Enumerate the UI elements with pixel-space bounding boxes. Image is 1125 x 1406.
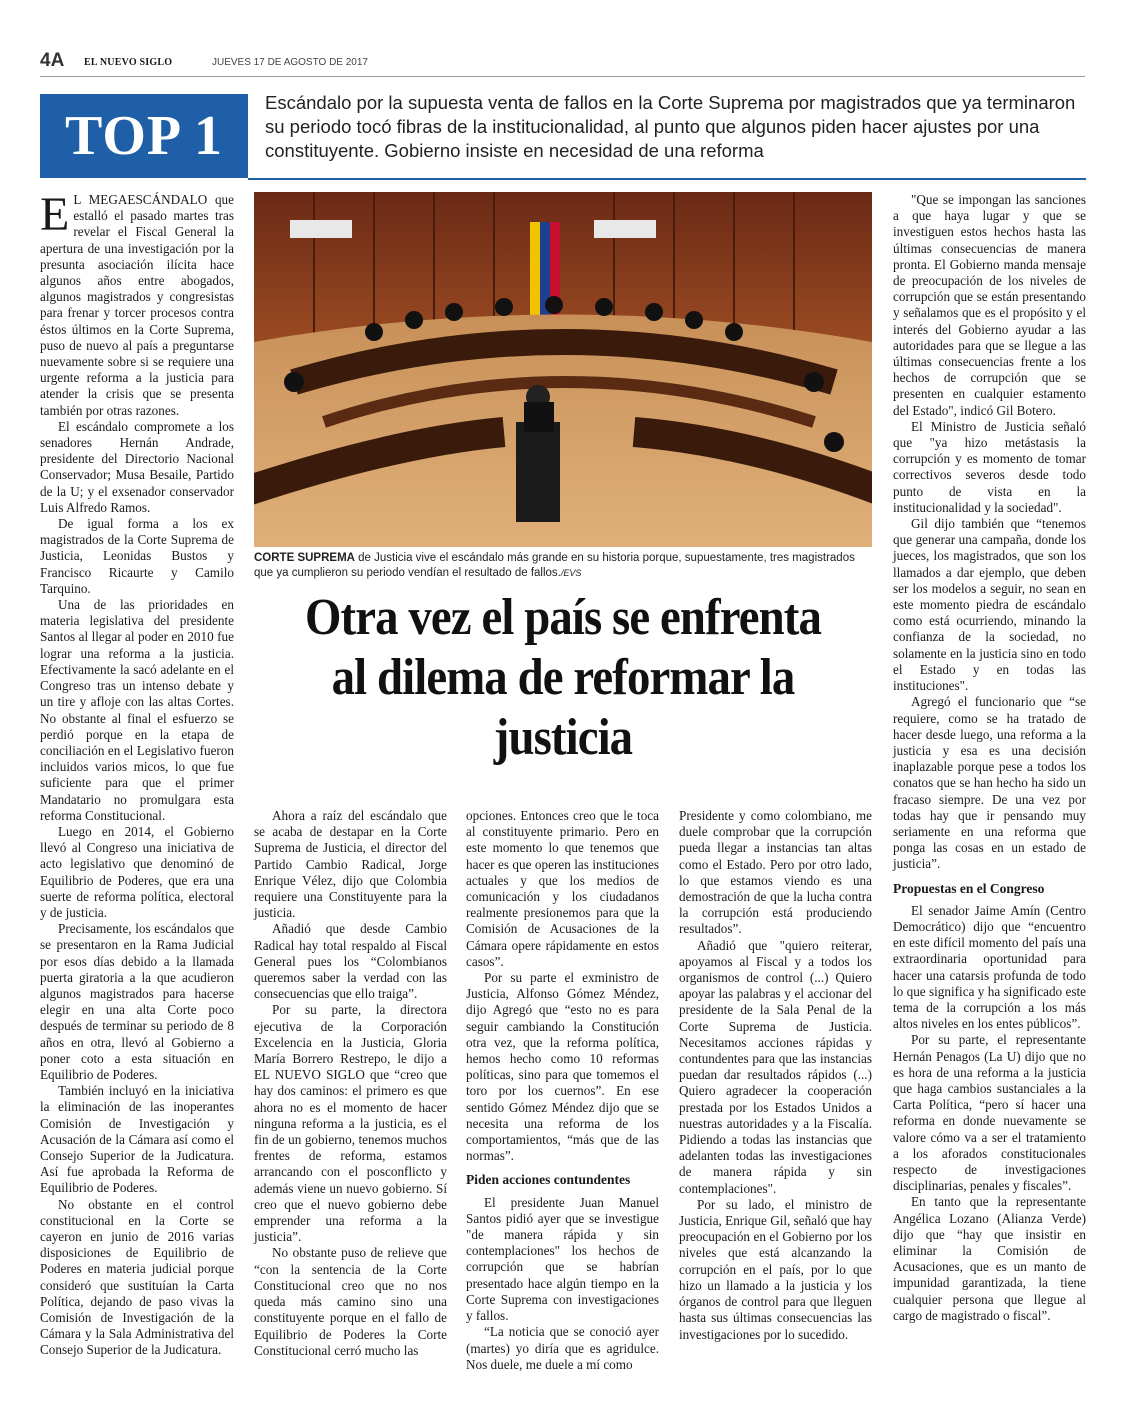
- paragraph: No obstante puso de relieve que “con la sentencia de la Corte Constitucional creo que no nos queda más camino sino una constituyente porque en el fallo de Equilibrio de Poderes la Corte Constitucional cerró mucho las: [254, 1245, 447, 1358]
- paragraph: "Que se impongan las sanciones a que haya lugar y que se investiguen estos hechos hasta las últimas consecuencias de manera pronta. El Gobierno manda mensaje de preocupación de los niveles de corrupción que se están presentando y señalamos que es el propósito y el interés del Gobierno ayudar a las autoridades para que se llegue a las últimas consecuencias frente a los hechos de corrupción que se presenten en cualquier estamento del Estado", indicó Gil Botero.: [893, 192, 1086, 418]
- courtroom-image: [254, 192, 872, 547]
- paragraph: Añadió que "quiero reiterar, apoyamos al Fiscal y a todos los organismos de control (...) Quiero apoyar las palabras y el accionar del presidente de la Sala Penal de la Corte Suprema de Justicia. Necesitamos acciones rápidas y contundentes para que las instancias puedan dar resultados rápidos (...) Quiero agradecer la cooperación prestada por los Estados Unidos a nuestras autoridades y a la Fiscalía. Pidiendo a todas las instancias que adelanten todas las investigaciones de manera rápida y sin contemplaciones".: [679, 937, 872, 1196]
- paragraph: El Ministro de Justicia señaló que "ya hizo metástasis la corrupción y es momento de tomar correctivos severos desde todo punto de vista en la institucionalidad y la sociedad".: [893, 418, 1086, 515]
- lead-caps: L MEGAESCÁNDALO: [73, 192, 208, 207]
- subheading: Piden acciones contundentes: [466, 1172, 631, 1188]
- paragraph: Gil dijo también que “tenemos que generar una campaña, donde los jueces, los magistrados, que son los llamados a dar ejemplo, que deben ser los modelos a seguir, no sean en este momento piedra de escándalo como está ocurriendo, minando la confianza de la sociedad, no solamente en la justicia sino en todo el Estado y en todas las instituciones".: [893, 516, 1086, 694]
- paragraph: Por su parte el exministro de Justicia, Alfonso Gómez Méndez, dijo Agregó que “esto no es para seguir cambiando la Constitución otra vez, que la reforma política, hemos hecho como 10 reformas políticas, sino para que tomemos el toro por los cuernos”. En ese sentido Gómez Méndez dijo que se necesita una reforma de los comportamientos, “más que de las normas”.: [466, 970, 659, 1164]
- paragraph: En tanto que la representante Angélica Lozano (Alianza Verde) dijo que “hay que insistir en eliminar la Comisión de Acusaciones, que es un manto de impunidad garantizada, la tiene cualquier persona que llegue al cargo de magistrado o fiscal”.: [893, 1194, 1086, 1323]
- article-column-3: [466, 808, 659, 1373]
- caption-text: de Justicia vive el escándalo más grande en su historia porque, supuestamente, tres magistrados que ya cumplieron su periodo vendían el resultado de fallos.: [254, 552, 855, 579]
- page-header: [40, 50, 1085, 77]
- paragraph: Agregó el funcionario que “se requiere, como se ha tratado de hacer desde luego, una reforma a la justicia y esa es una decisión inaplazable porque pese a todos los conatos que se han hecho ha sido un fracaso siempre. De una vez por todas hay que ir pensando muy seriamente en una reforma que ponga las cosas en un estado de justicia”.: [893, 694, 1086, 872]
- issue-date: JUEVES 17 DE AGOSTO DE 2017: [212, 57, 368, 68]
- caption-lead: CORTE SUPREMA: [254, 552, 355, 564]
- paragraph: Luego en 2014, el Gobierno llevó al Congreso una iniciativa de acto legislativo que denominó de Equilibrio de Poderes, que era una suerte de reforma política, electoral y de justicia.: [40, 823, 234, 920]
- page-number: 4A: [40, 50, 65, 71]
- paragraph: Presidente y como colombiano, me duele comprobar que la corrupción pueda llegar a instancias tan altas como el Estado. Pero por otro lado, lo que estamos viendo es una demostración de que la lucha contra la corrupción está produciendo resultados”.: [679, 808, 872, 937]
- paragraph: El presidente Juan Manuel Santos pidió ayer que se investigue "de manera rápida y sin contemplaciones" los hechos de corrupción que se habrían presentado hace algún tiempo en la Corte Suprema con investigaciones y fallos.: [466, 1194, 659, 1324]
- paragraph: También incluyó en la iniciativa la eliminación de las inoperantes Comisión de Investigación y Acusación de la Cámara así como el Consejo Superior de la Judicatura. Así fue aprobada la Reforma de Equilibrio de Poderes.: [40, 1083, 234, 1196]
- newspaper-name: EL NUEVO SIGLO: [84, 57, 173, 68]
- paragraph: Por su parte, la directora ejecutiva de la Corporación Excelencia en la Justicia, Gloria María Borrero Restrepo, le dijo a EL NUEVO SIGLO que “creo que hay dos caminos: el primero es que ahora no es el momento de hacer ninguna reforma a la justicia, es el fin de un gobierno, tenemos muchos frentes de reforma, estamos arrancando con el posconflicto y además viene un nuevo gobierno. Sí creo que el nuevo gobierno debe emprender una reforma a la justicia”.: [254, 1002, 447, 1245]
- article-column-4: [679, 808, 872, 1343]
- paragraph: El senador Jaime Amín (Centro Democrático) dijo que “encuentro en este difícil momento del país una extraordinaria oportunidad para hacer una catarsis profunda de todo lo que significa y ha significado este tema de la corrupción a los más altos niveles en los entes públicos”.: [893, 902, 1086, 1032]
- paragraph: De igual forma a los ex magistrados de la Corte Suprema de Justicia, Leonidas Bustos y Francisco Ricaurte y Camilo Tarquino.: [40, 516, 234, 596]
- paragraph: “La noticia que se conoció ayer (martes) yo diría que es agridulce. Nos duele, me duele a mí como: [466, 1324, 659, 1372]
- paragraph: Por su lado, el ministro de Justicia, Enrique Gil, señaló que hay preocupación en el Gobierno por los niveles que está alcanzando la corrupción en el país, por lo que hizo un llamado a la justicia y los órganos de control para que lleguen hasta sus últimas consecuencias las investigaciones por lo sucedido.: [679, 1196, 873, 1342]
- main-headline: Otra vez el país se enfrenta al dilema de reformar la justicia: [305, 589, 821, 766]
- article-column-2: [254, 808, 447, 1359]
- subheading: Propuestas en el Congreso: [893, 880, 1045, 896]
- paragraph: Precisamente, los escándalos que se presentaron en la Rama Judicial por esos días debido a la llamada puerta giratoria a la que acudieron algunos magistrados para hacerse elegir en una alta Corte poco después de terminar su periodo de 8 años en otra, llevó al Gobierno a poner coto a esta situación en Equilibrio de Poderes.: [40, 921, 234, 1082]
- paragraph: que estalló el pasado martes tras revelar el Fiscal General la apertura de una investigación por la presunta asociación ilícita hace algunos años entre abogados, algunos magistrados y congresistas para frenar y torcer procesos contra éstos últimos en la Corte Suprema, puso de nuevo al país a preguntarse nuevamente sobre si se requiere una urgente reforma a la justicia para atender la crisis que se presenta también por otras razones.: [40, 192, 234, 418]
- paragraph: Una de las prioridades en materia legislativa del presidente Santos al llegar al poder en 2010 fue lograr una reforma a la justicia. Efectivamente la sacó adelante en el Congreso tras un intenso debate y un tire y afloje con las altas Cortes. No obstante al final el esfuerzo se perdió porque en la etapa de conciliación en el Legislativo fueron incluidos varios micos, lo que fue suficiente para que el primer Mandatario no promulgara esta reforma Constitucional.: [40, 597, 234, 823]
- photo-caption: [254, 551, 872, 581]
- top-label-box: TOP 1: [40, 94, 248, 178]
- paragraph: El escándalo compromete a los senadores Hernán Andrade, presidente del Directorio Nacional Conservador; Musa Besaile, Partido de la U; y el exsenador conservador Luis Alfredo Ramos.: [40, 418, 234, 515]
- paragraph: No obstante en el control constitucional en la Corte se cayeron en junio de 2016 varias disposiciones de Equilibrio de Poderes en materia judicial porque consideró que sustituían la Carta Política, dejando de paso vivas la Comisión de Investigación de la Cámara y la Sala Administrativa del Consejo Superior de la Judicatura.: [40, 1196, 234, 1358]
- photo-credit: /EVS: [560, 568, 582, 578]
- court-photo: [254, 192, 872, 547]
- paragraph: Por su parte, el representante Hernán Penagos (La U) dijo que no es hora de una reforma a la justicia que haga cambios sustanciales a la Carta Política, “pero sí hacer una reforma en donde nuevamente se valore cómo va a ser el tratamiento a los aforados constitucionales respecto de investigaciones disciplinarias, penales y fiscales”.: [893, 1032, 1086, 1194]
- article-column-5: [893, 192, 1086, 1324]
- paragraph: Ahora a raíz del escándalo que se acaba de destapar en la Corte Suprema de Justicia, el director del Partido Cambio Radical, Jorge Enrique Vélez, dijo que Colombia requiere una Constituyente para la justicia.: [254, 808, 447, 921]
- top-rule: [248, 178, 1086, 180]
- paragraph: Añadió que desde Cambio Radical hay total respaldo al Fiscal General pues los “Colombianos queremos saber la verdad con las consecuencias que ello traiga”.: [254, 921, 447, 1002]
- drop-cap: E: [40, 188, 70, 241]
- article-column-1: [40, 188, 234, 1359]
- top-summary: Escándalo por la supuesta venta de fallos en la Corte Suprema por magistrados que ya terminaron su periodo tocó fibras de la institucionalidad, al punto que algunos piden hacer ajustes por una constituyente. Gobierno insiste en necesidad de una reforma: [265, 92, 1076, 161]
- paragraph: opciones. Entonces creo que le toca al constituyente primario. Pero en este momento lo que tenemos que hacer es que operen las instituciones actuales y que los medios de comunicación y los ciudadanos realmente presionemos para que la Comisión de Acusaciones de la Cámara opere rápidamente en estos casos”.: [466, 808, 659, 969]
